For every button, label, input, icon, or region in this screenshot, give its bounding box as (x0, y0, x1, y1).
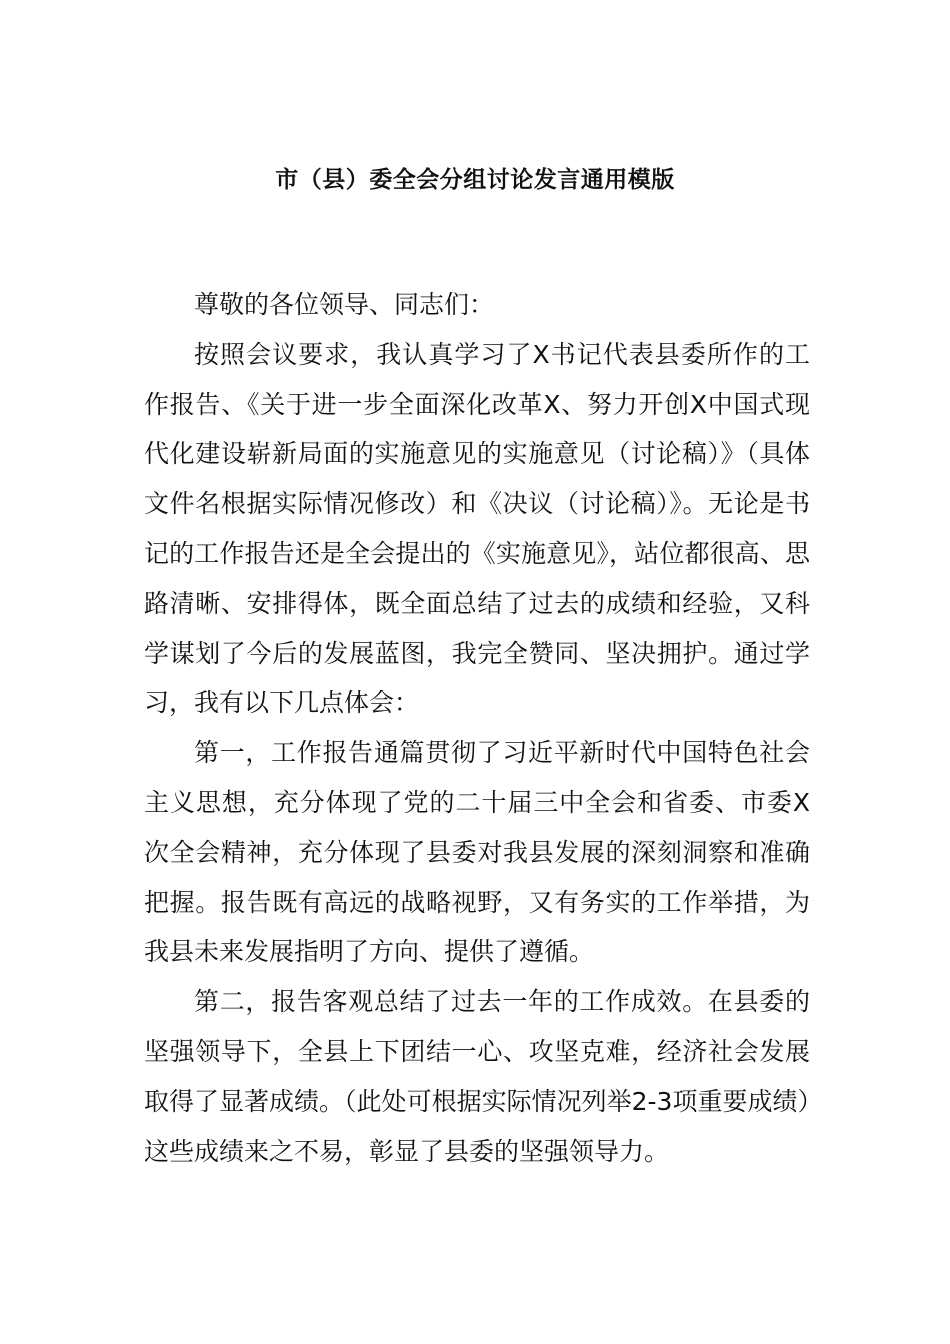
paragraph-intro: 按照会议要求，我认真学习了X书记代表县委所作的工作报告、《关于进一步全面深化改革X、努力开创X中国式现代化建设崭新局面的实施意见的实施意见（讨论稿）》（具体文件名根据实际情况修改）和《决议（讨论稿）》。无论是书记的工作报告还是全会提出的《实施意见》，站位都很高、思路清晰、安排得体，既全面总结了过去的成绩和经验，又科学谋划了今后的发展蓝图，我完全赞同、坚决拥护。通过学习，我有以下几点体会： (144, 339, 810, 718)
paragraph-first-point: 第一，工作报告通篇贯彻了习近平新时代中国特色社会主义思想，充分体现了党的二十届三中全会和省委、市委X次全会精神，充分体现了县委对我县发展的深刻洞察和准确把握。报告既有高远的战略视野，又有务实的工作举措，为我县未来发展指明了方向、提供了遵循。 (144, 738, 810, 967)
greeting-paragraph: 尊敬的各位领导、同志们： (194, 290, 495, 319)
document-body (144, 280, 810, 1176)
paragraph-second-point: 第二，报告客观总结了过去一年的工作成效。在县委的坚强领导下，全县上下团结一心、攻坚克难，经济社会发展取得了显著成绩。（此处可根据实际情况列举2-3项重要成绩）这些成绩来之不易，彰显了县委的坚强领导力。 (144, 987, 810, 1166)
document-title: 市（县）委全会分组讨论发言通用模版 (275, 167, 675, 193)
